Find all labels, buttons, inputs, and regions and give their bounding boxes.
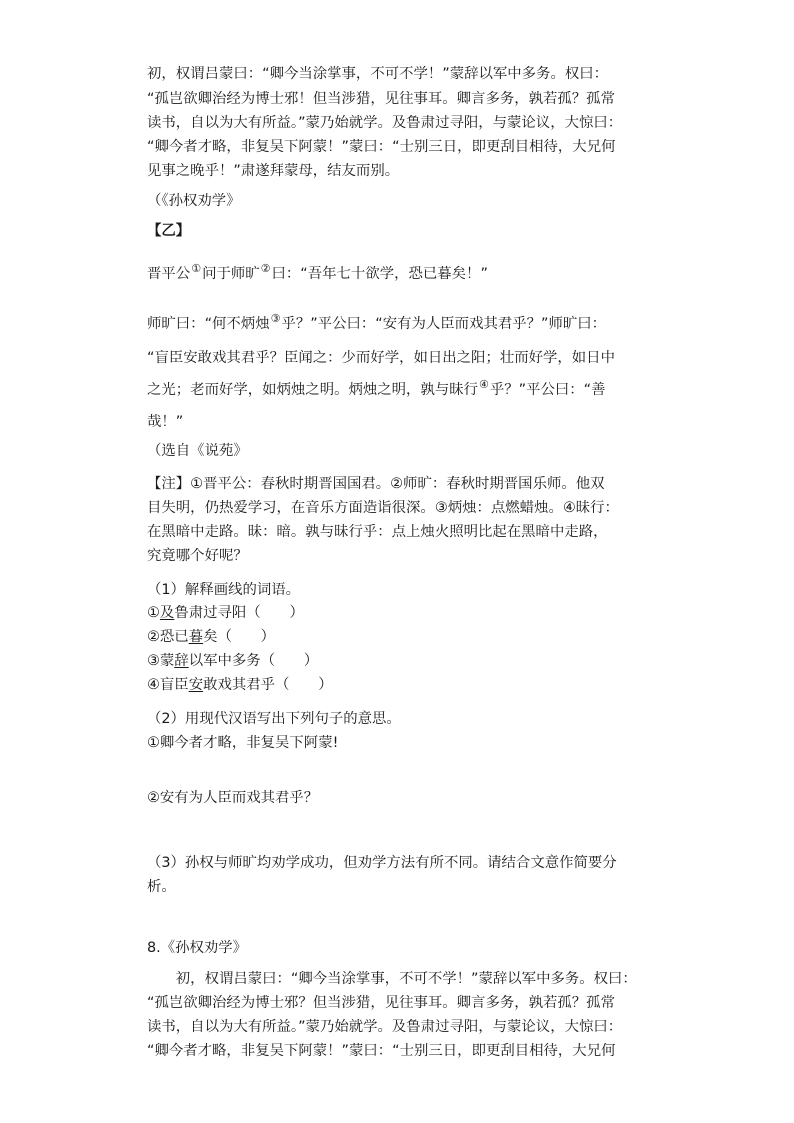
question-1-item: [147, 625, 667, 649]
passage-a-source: （《孙权劝学》: [147, 193, 241, 209]
question-3-line: 析。: [147, 879, 176, 895]
passage-a-line: 见事之晚乎！”肃遂拜蒙母，结友而别。: [147, 163, 400, 179]
text-run: 乎？”平公曰：“善: [489, 382, 606, 398]
question-2-item: ②安有为人臣而戏其君乎？: [147, 790, 319, 806]
passage-a-line: 初，权谓吕蒙曰：“卿今当涂掌事，不可不学！”蒙辞以军中多务。权曰：: [147, 66, 609, 82]
text-run: 晋平公: [147, 266, 191, 282]
text-run: 以军中多务（ ）: [188, 653, 319, 669]
question-1-item: [147, 649, 667, 673]
question-3-line: （3）孙权与师旷均劝学成功，但劝学方法有所不同。请结合文意作简要分: [147, 855, 617, 871]
passage-b-source: （选自《说苑》: [147, 443, 248, 459]
text-run: 师旷曰：“何不炳烛: [147, 316, 270, 332]
passage-b-line-2: [147, 312, 667, 336]
passage-b-heading: 【乙】: [147, 223, 191, 239]
text-run: 之光；老而好学，如炳烛之明。炳烛之明，孰与昧行: [147, 382, 478, 398]
question-1: （1）解释画线的词语。: [147, 582, 301, 598]
text-run: 鲁肃过寻阳（ ）: [174, 605, 304, 621]
passage-a-line: 读书，自以为大有所益。”蒙乃始就学。及鲁肃过寻阳，与蒙论议，大惊曰：: [147, 115, 623, 131]
footnote-marker-3: ③: [270, 312, 281, 326]
text-run: 敢戏其君乎（ ）: [203, 677, 333, 693]
section-8-line: “孤岂欲卿治经为博士邪？但当涉猎，见往事耳。卿言多务，孰若孤？孤常: [147, 995, 615, 1011]
passage-b-line-4: [147, 378, 667, 402]
text-run: 曰：“吾年七十欲学，恐已暮矣！”: [271, 266, 488, 282]
passage-b-line-5: 哉！”: [147, 414, 184, 430]
passage-a-line: “孤岂欲卿治经为博士邪！但当涉猎，见往事耳。卿言多务，孰若孤？孤常: [147, 91, 615, 107]
question-2: （2）用现代汉语写出下列句子的意思。: [147, 711, 401, 727]
passage-b-line-1: [147, 262, 667, 286]
text-run: ④盲臣: [147, 677, 189, 693]
text-run: 矣（ ）: [203, 629, 276, 645]
underlined-word: 暮: [188, 629, 204, 645]
footnote-marker-1: ①: [191, 262, 202, 276]
passage-b-line-3: “盲臣安敢戏其君乎？臣闻之：少而好学，如日出之阳；壮而好学，如日中: [147, 350, 615, 366]
section-8-title: 8.《孙权劝学》: [147, 940, 248, 956]
passage-a-line: “卿今者才略，非复吴下阿蒙！”蒙曰：“士别三日，即更刮目相待，大兄何: [147, 139, 616, 155]
notes-line: 目失明，仍热爱学习，在音乐方面造诣很深。③炳烛：点燃蜡烛。④昧行：: [147, 500, 619, 516]
notes-line: 究竟哪个好呢？: [147, 548, 248, 564]
section-8-line: 读书，自以为大有所益。”蒙乃始就学。及鲁肃过寻阳，与蒙论议，大惊曰：: [147, 1019, 623, 1035]
footnote-marker-4: ④: [479, 378, 489, 392]
section-8-line: “卿今者才略，非复吴下阿蒙！”蒙曰：“士别三日，即更刮目相待，大兄何: [147, 1043, 616, 1059]
text-run: ①: [147, 605, 160, 621]
question-2-item: ①卿今者才略，非复吴下阿蒙!: [147, 735, 339, 751]
section-8-line: 初，权谓吕蒙曰：“卿今当涂掌事，不可不学！”蒙辞以军中多务。权曰：: [147, 971, 637, 987]
text-run: 乎？”平公曰：“安有为人臣而戏其君乎？”师旷曰：: [281, 316, 607, 332]
question-1-item: [147, 673, 667, 697]
text-run: ③蒙: [147, 653, 175, 669]
notes-line: 在黑暗中走路。昧：暗。孰与昧行乎：点上烛火照明比起在黑暗中走路，: [147, 524, 608, 540]
underlined-word: 辞: [174, 653, 189, 669]
text-run: 问于师旷: [202, 266, 260, 282]
notes-line: 【注】①晋平公：春秋时期晋国国君。②师旷：春秋时期晋国乐师。他双: [147, 476, 605, 492]
text-run: ②恐已: [147, 629, 189, 645]
underlined-word: 安: [188, 677, 204, 693]
underlined-word: 及: [159, 605, 175, 621]
question-1-item: [147, 601, 667, 625]
footnote-marker-2: ②: [260, 262, 271, 276]
